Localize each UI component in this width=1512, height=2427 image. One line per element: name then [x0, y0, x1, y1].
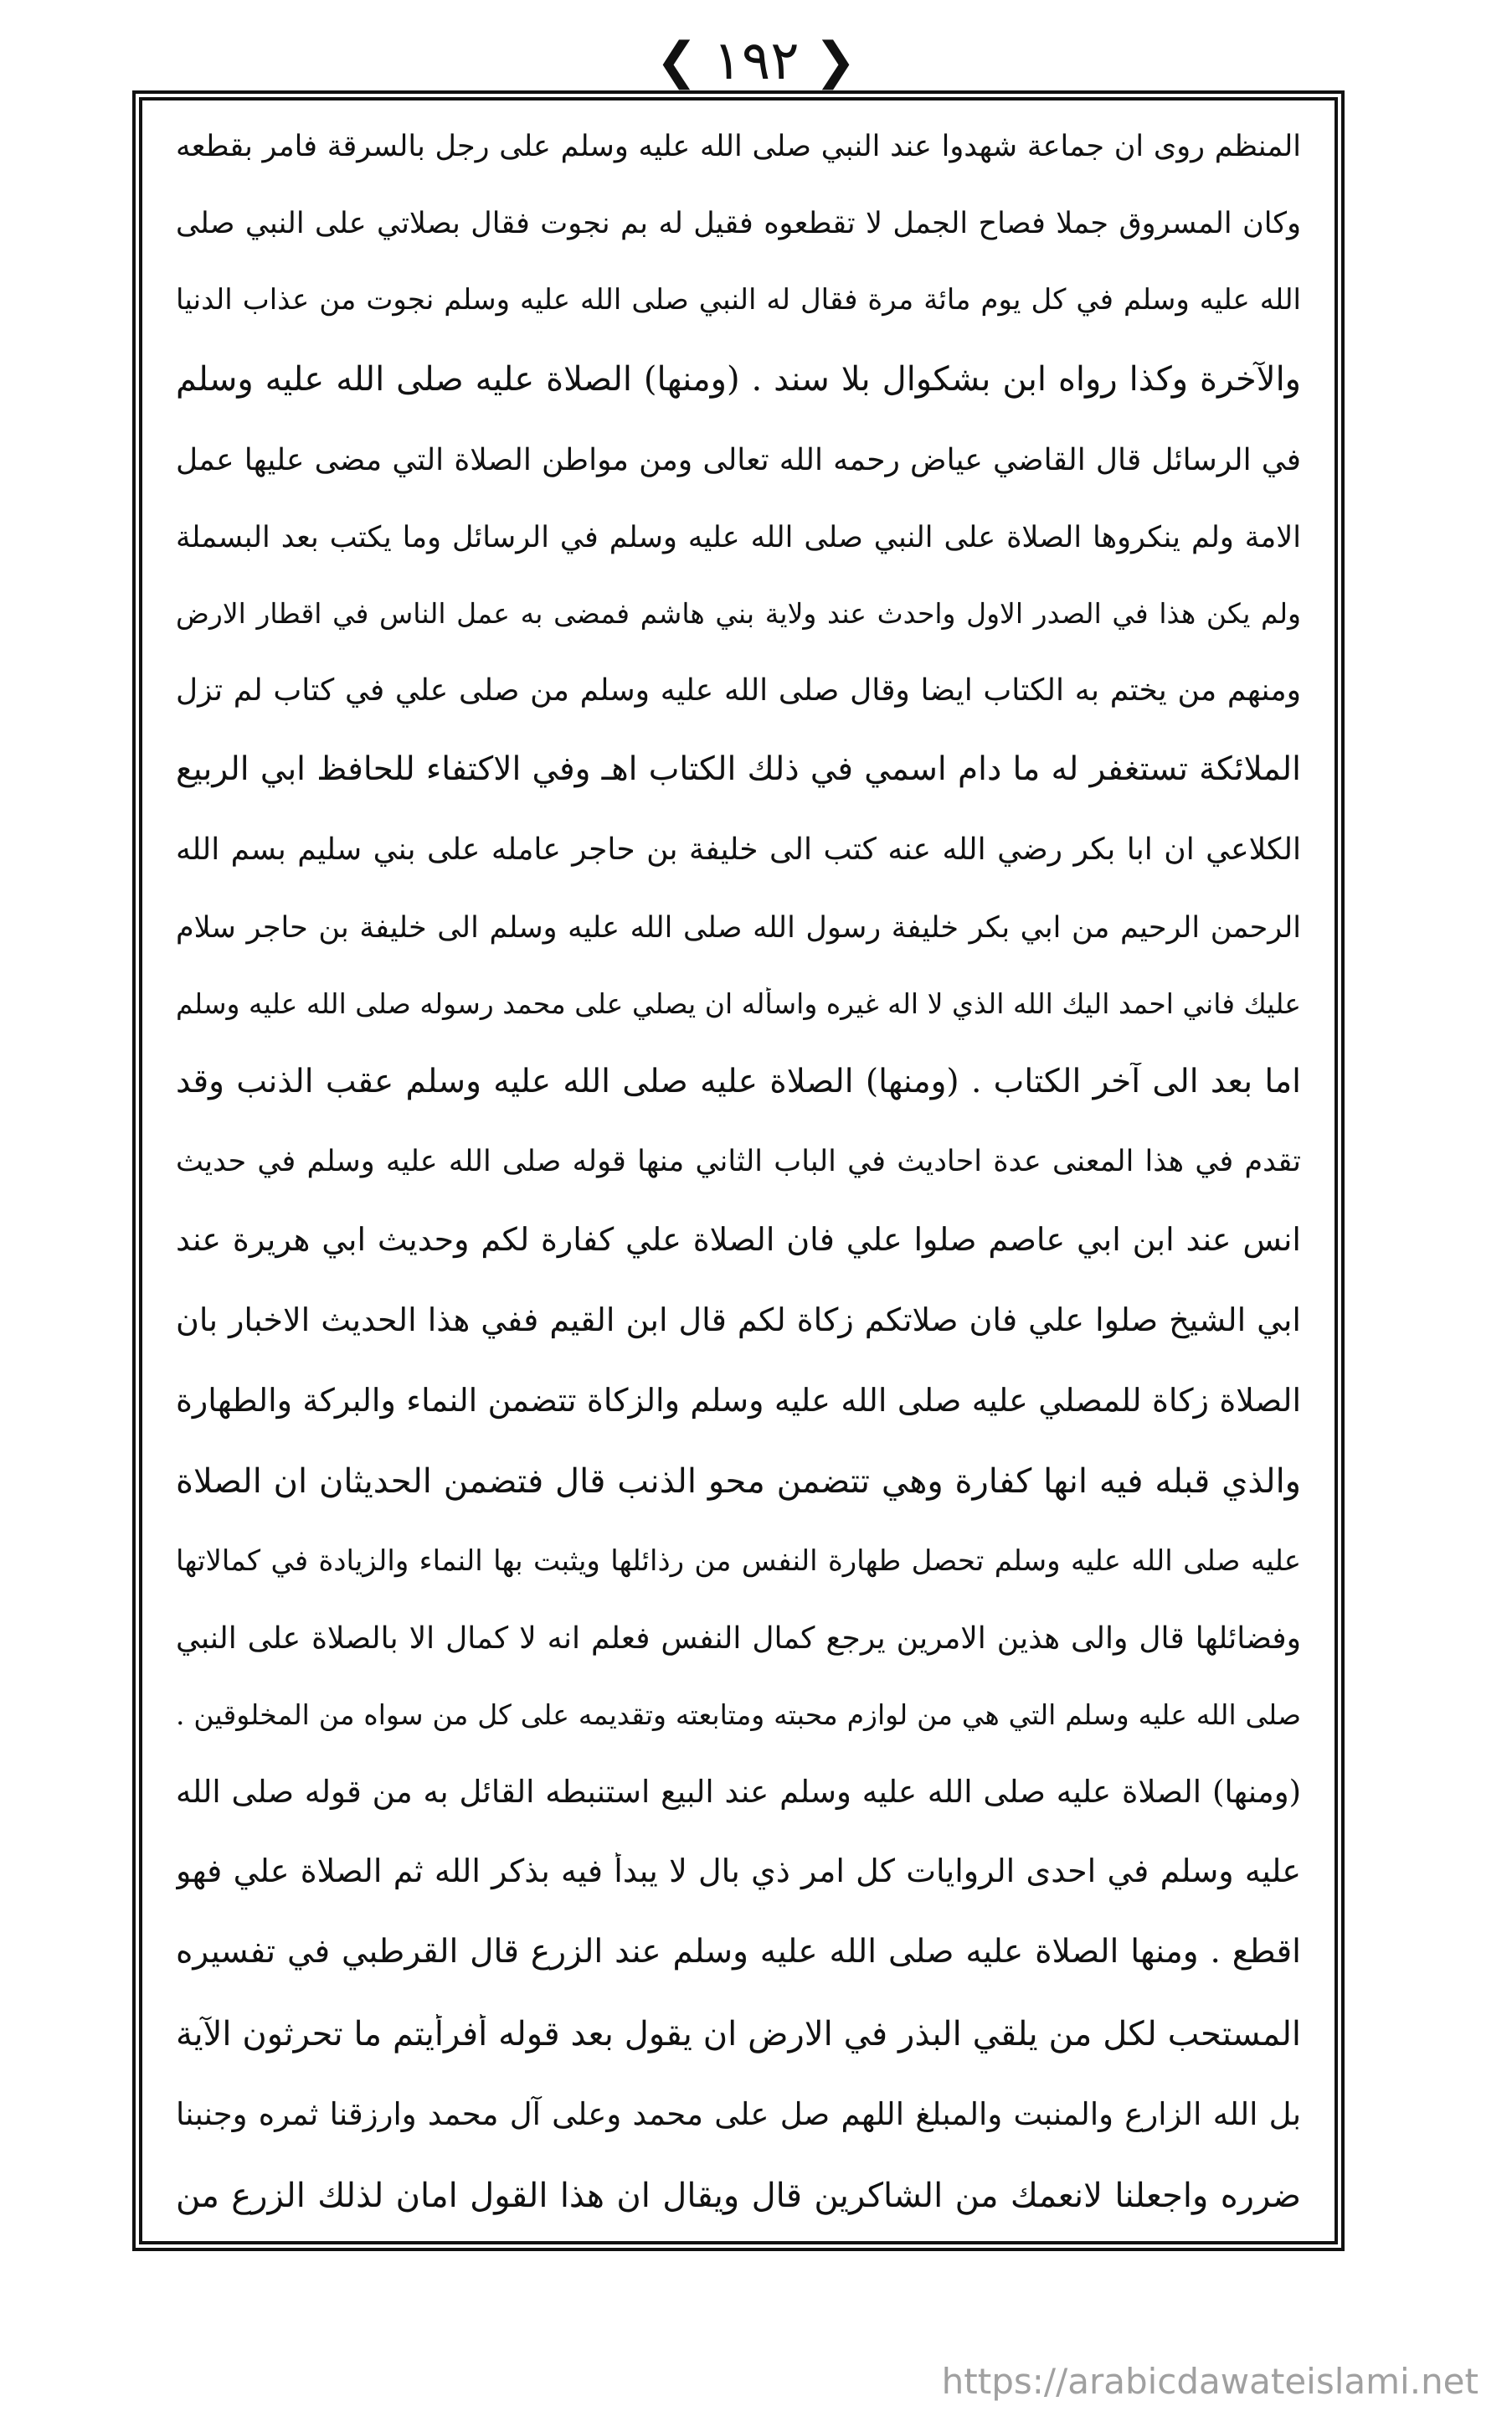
text-line: الملائكة تستغفر له ما دام اسمي في ذلك الكتاب اهـ وفي الاكتفاء للحافظ ابي الربيع — [176, 750, 1301, 789]
text-line: عليه صلى الله عليه وسلم تحصل طهارة النفس من رذائلها ويثبت بها النماء والزيادة في كمالاتها — [176, 1543, 1301, 1578]
text-line: انس عند ابن ابي عاصم صلوا علي فان الصلاة علي كفارة لكم وحديث ابي هريرة عند — [176, 1220, 1301, 1258]
text-line: والآخرة وكذا رواه ابن بشكوال بلا سند . (ومنها) الصلاة عليه صلى الله عليه وسلم — [176, 360, 1301, 399]
text-body — [176, 129, 1301, 2216]
text-line: (ومنها) الصلاة عليه صلى الله عليه وسلم عند البيع استنبطه القائل به من قوله صلى الله — [176, 1773, 1301, 1810]
text-line: صلى الله عليه وسلم التي هي من لوازم محبته ومتابعته وتقديمه على كل من سواه من المخلوقين . — [176, 1698, 1301, 1731]
text-line: ضرره واجعلنا لانعمك من الشاكرين قال ويقال ان هذا القول امان لذلك الزرع من — [176, 2176, 1301, 2215]
text-line: عليه وسلم في احدى الروايات كل امر ذي بال لا يبدأ فيه بذكر الله ثم الصلاة علي فهو — [176, 1852, 1301, 1890]
page-number: ١٩٢ — [712, 30, 800, 92]
text-line: الله عليه وسلم في كل يوم مائة مرة فقال له النبي صلى الله عليه وسلم نجوت من عذاب الدنيا — [176, 283, 1301, 317]
watermark-url: https://arabicdawateislami.net — [941, 2361, 1479, 2402]
text-line: اقطع . ومنها الصلاة عليه صلى الله عليه وسلم عند الزرع قال القرطبي في تفسيره — [176, 1933, 1301, 1971]
text-line: المستحب لكل من يلقي البذر في الارض ان يقول بعد قوله أفرأيتم ما تحرثون الآية — [176, 2015, 1301, 2054]
text-line: الامة ولم ينكروها الصلاة على النبي صلى الله عليه وسلم في الرسائل وما يكتب بعد البسملة — [176, 521, 1301, 554]
text-line: ابي الشيخ صلوا علي فان صلاتكم زكاة لكم قال ابن القيم ففي هذا الحديث الاخبار بان — [176, 1301, 1301, 1338]
text-line: والذي قبله فيه انها كفارة وهي تتضمن محو الذنب قال فتضمن الحديثان ان الصلاة — [176, 1462, 1301, 1502]
text-line: الصلاة زكاة للمصلي عليه صلى الله عليه وسلم والزكاة تتضمن النماء والبركة والطهارة — [176, 1381, 1301, 1419]
text-line: عليك فاني احمد اليك الله الذي لا اله غيره واسأله ان يصلي على محمد رسوله صلى الله عليه وسلم — [176, 987, 1301, 1020]
ornament-left-icon: ❮ — [656, 32, 698, 90]
text-line: الرحمن الرحيم من ابي بكر خليفة رسول الله صلى الله عليه وسلم الى خليفة بن حاجر سلام — [176, 910, 1301, 945]
page-number-ornament — [656, 30, 856, 92]
text-line: بل الله الزارع والمنبت والمبلغ اللهم صل على محمد وعلى آل محمد وارزقنا ثمره وجنبنا — [176, 2096, 1301, 2133]
text-line: وكان المسروق جملا فصاح الجمل لا تقطعوه فقيل له بم نجوت فقال بصلاتي على النبي صلى — [176, 207, 1301, 241]
text-line: الكلاعي ان ابا بكر رضي الله عنه كتب الى خليفة بن حاجر عامله على بني سليم بسم الله — [176, 832, 1301, 868]
text-line: في الرسائل قال القاضي عياض رحمه الله تعالى ومن مواطن الصلاة التي مضى عليها عمل — [176, 442, 1301, 477]
text-line: ومنهم من يختم به الكتاب ايضا وقال صلى الله عليه وسلم من صلى علي في كتاب لم تزل — [176, 673, 1301, 708]
text-line: تقدم في هذا المعنى عدة احاديث في الباب الثاني منها قوله صلى الله عليه وسلم في حديث — [176, 1144, 1301, 1178]
text-frame — [132, 90, 1345, 2251]
text-line: المنظم روى ان جماعة شهدوا عند النبي صلى الله عليه وسلم على رجل بالسرقة فامر بقطعه — [176, 130, 1301, 163]
text-line: ولم يكن هذا في الصدر الاول واحدث عند ولاية بني هاشم فمضى به عمل الناس في اقطار الارض — [176, 597, 1301, 631]
text-line: وفضائلها قال والى هذين الامرين يرجع كمال النفس فعلم انه لا كمال الا بالصلاة على النبي — [176, 1621, 1301, 1656]
text-line: اما بعد الى آخر الكتاب . (ومنها) الصلاة عليه صلى الله عليه وسلم عقب الذنب وقد — [176, 1062, 1301, 1100]
ornament-right-icon: ❯ — [814, 32, 856, 90]
